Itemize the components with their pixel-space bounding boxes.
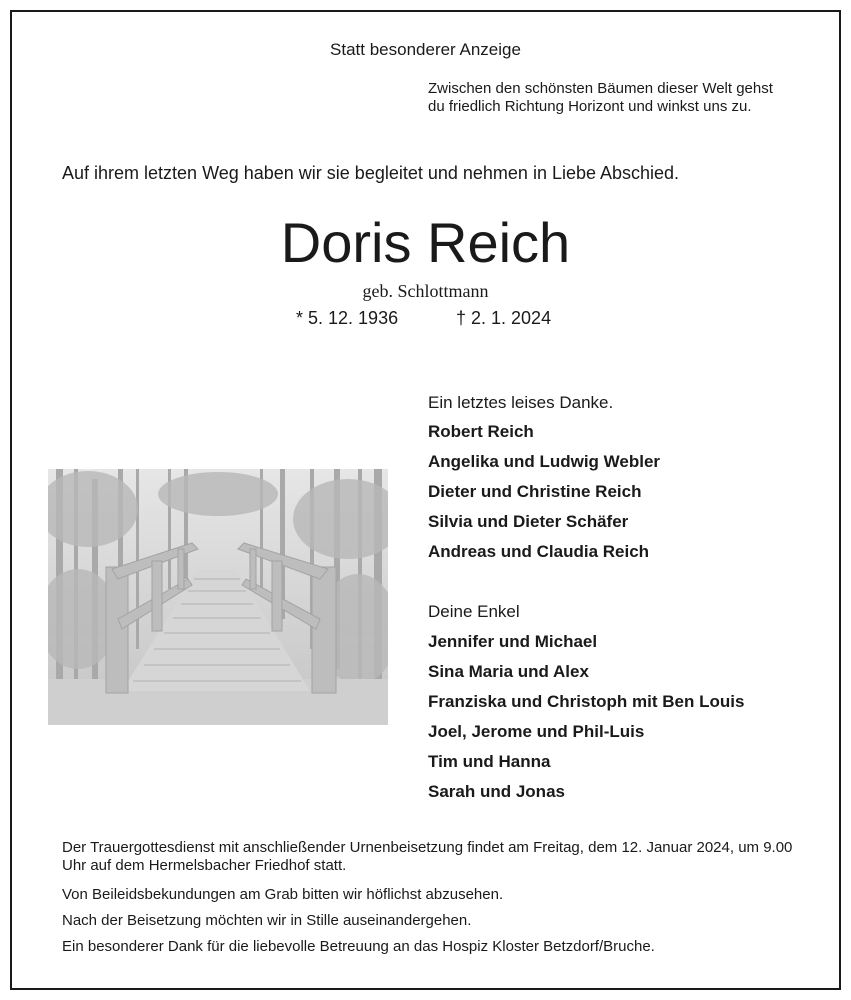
grandchild: Franziska und Christoph mit Ben Louis: [428, 692, 745, 711]
death-date: † 2. 1. 2024: [456, 308, 552, 328]
grandchild: Tim und Hanna: [428, 752, 551, 771]
family-member: Dieter und Christine Reich: [428, 482, 642, 501]
intro-text: Auf ihrem letzten Weg haben wir sie begleitet und nehmen in Liebe Abschied.: [62, 163, 680, 183]
family-member: Andreas und Claudia Reich: [428, 542, 650, 561]
family-member: Robert Reich: [428, 422, 534, 441]
family-member: Silvia und Dieter Schäfer: [428, 512, 629, 531]
birth-name: geb. Schlottmann: [362, 281, 489, 301]
grandchild: Sina Maria und Alex: [428, 662, 589, 681]
grandchild: Sarah und Jonas: [428, 782, 565, 801]
deceased-name: Doris Reich: [280, 211, 571, 274]
stillness-note: Nach der Beisetzung möchten wir in Stille auseinandergehen.: [62, 912, 472, 929]
grandchildren-title: Deine Enkel: [428, 602, 520, 621]
grandchild: Jennifer und Michael: [428, 632, 598, 651]
memorial-quote: Zwischen den schönsten Bäumen dieser Welt gehst du friedlich Richtung Horizont und winkst uns zu.: [428, 80, 773, 115]
bridge-photo: [48, 469, 388, 725]
notice-header: Statt besonderer Anzeige: [330, 40, 521, 59]
family-member: Angelika und Ludwig Webler: [428, 452, 661, 471]
thanks-line: Ein letztes leises Danke.: [428, 393, 614, 412]
funeral-service-info: Der Trauergottesdienst mit anschließender Urnenbeisetzung findet am Freitag, dem 12. Januar 2024, um 9.00 Uhr auf dem Hermelsbacher Friedhof statt.: [62, 839, 793, 874]
hospice-thanks: Ein besonderer Dank für die liebevolle Betreuung an das Hospiz Kloster Betzdorf/Bruche.: [62, 938, 655, 955]
birth-date: * 5. 12. 1936: [296, 308, 399, 328]
condolence-note: Von Beileidsbekundungen am Grab bitten wir höflichst abzusehen.: [62, 886, 504, 903]
grandchild: Joel, Jerome und Phil-Luis: [428, 722, 645, 741]
